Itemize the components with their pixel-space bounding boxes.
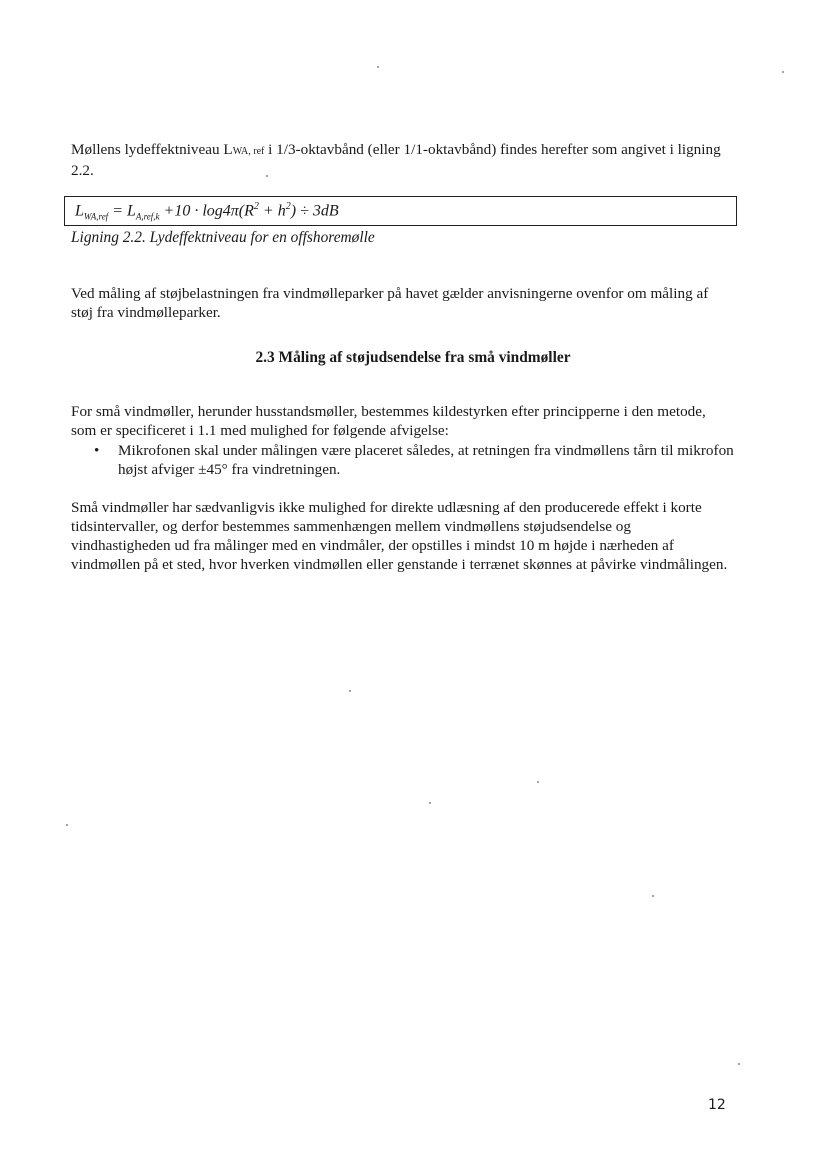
equation-equals: = L — [108, 202, 136, 220]
equation-2-2 — [75, 201, 339, 222]
equation-h-term: + h — [258, 202, 286, 220]
paragraph-wind-measurement: Små vindmøller har sædvanligvis ikke mulighed for direkte udlæsning af den producerede effekt i korte tidsintervaller, og derfor bestemmes sammenhængen mellem vindmøllens støjudsendelse og vindhastigheden ud fra målinger med en vindmåler, der opstilles i mindst 10 m højde i nærheden af vindmøllen på et sted, hvor hverken vindmøllen eller genstande i terrænet skønnes at påvirke vindmålingen. — [71, 499, 728, 573]
scan-speck — [266, 175, 268, 177]
paragraph-1-text-end: i 1/3-oktavbånd (eller 1/1-oktavbånd) findes herefter som angivet i ligning 2.2. — [71, 141, 721, 179]
scan-speck — [349, 690, 351, 692]
paragraph-small-turbines: For små vindmøller, herunder husstandsmøller, bestemmes kildestyrken efter principperne i den metode, som er specificeret i 1.1 med mulighed for følgende afvigelse: — [71, 403, 706, 439]
equation-tail: ) ÷ 3dB — [290, 202, 339, 220]
page-number: 12 — [708, 1097, 726, 1113]
bullet-text: Mikrofonen skal under målingen være placeret således, at retningen fra vindmøllens tårn til mikrofon højst afviger ±45° fra vindretningen. — [118, 442, 734, 478]
paragraph-1-text-start: Møllens lydeffektniveau L — [71, 141, 233, 158]
scan-speck — [377, 66, 379, 68]
paragraph-1-subscript: WA, ref — [232, 146, 265, 157]
equation-lhs-subscript: WA,ref — [83, 211, 109, 222]
equation-exponent-2: 2 — [285, 201, 291, 212]
paragraph-sound-power-level — [71, 140, 733, 180]
equation-lhs: L — [75, 202, 84, 220]
scan-speck — [66, 824, 68, 826]
paragraph-offshore: Ved måling af støjbelastningen fra vindmølleparker på havet gælder anvisningerne ovenfor om måling af støj fra vindmølleparker. — [71, 285, 709, 321]
equation-box — [64, 196, 737, 226]
scan-speck — [738, 1063, 740, 1065]
scan-speck — [782, 71, 784, 73]
scan-speck — [652, 895, 654, 897]
scan-speck — [537, 781, 539, 783]
equation-log-term: +10 · log4π(R — [159, 202, 254, 220]
equation-caption: Ligning 2.2. Lydeffektniveau for en offshoremølle — [71, 229, 375, 246]
equation-term-subscript: A,ref,k — [135, 211, 160, 222]
scan-speck — [429, 802, 431, 804]
equation-exponent-1: 2 — [253, 201, 259, 212]
section-heading: 2.3 Måling af støjudsendelse fra små vindmøller — [255, 349, 571, 366]
bullet-marker: • — [94, 442, 100, 459]
